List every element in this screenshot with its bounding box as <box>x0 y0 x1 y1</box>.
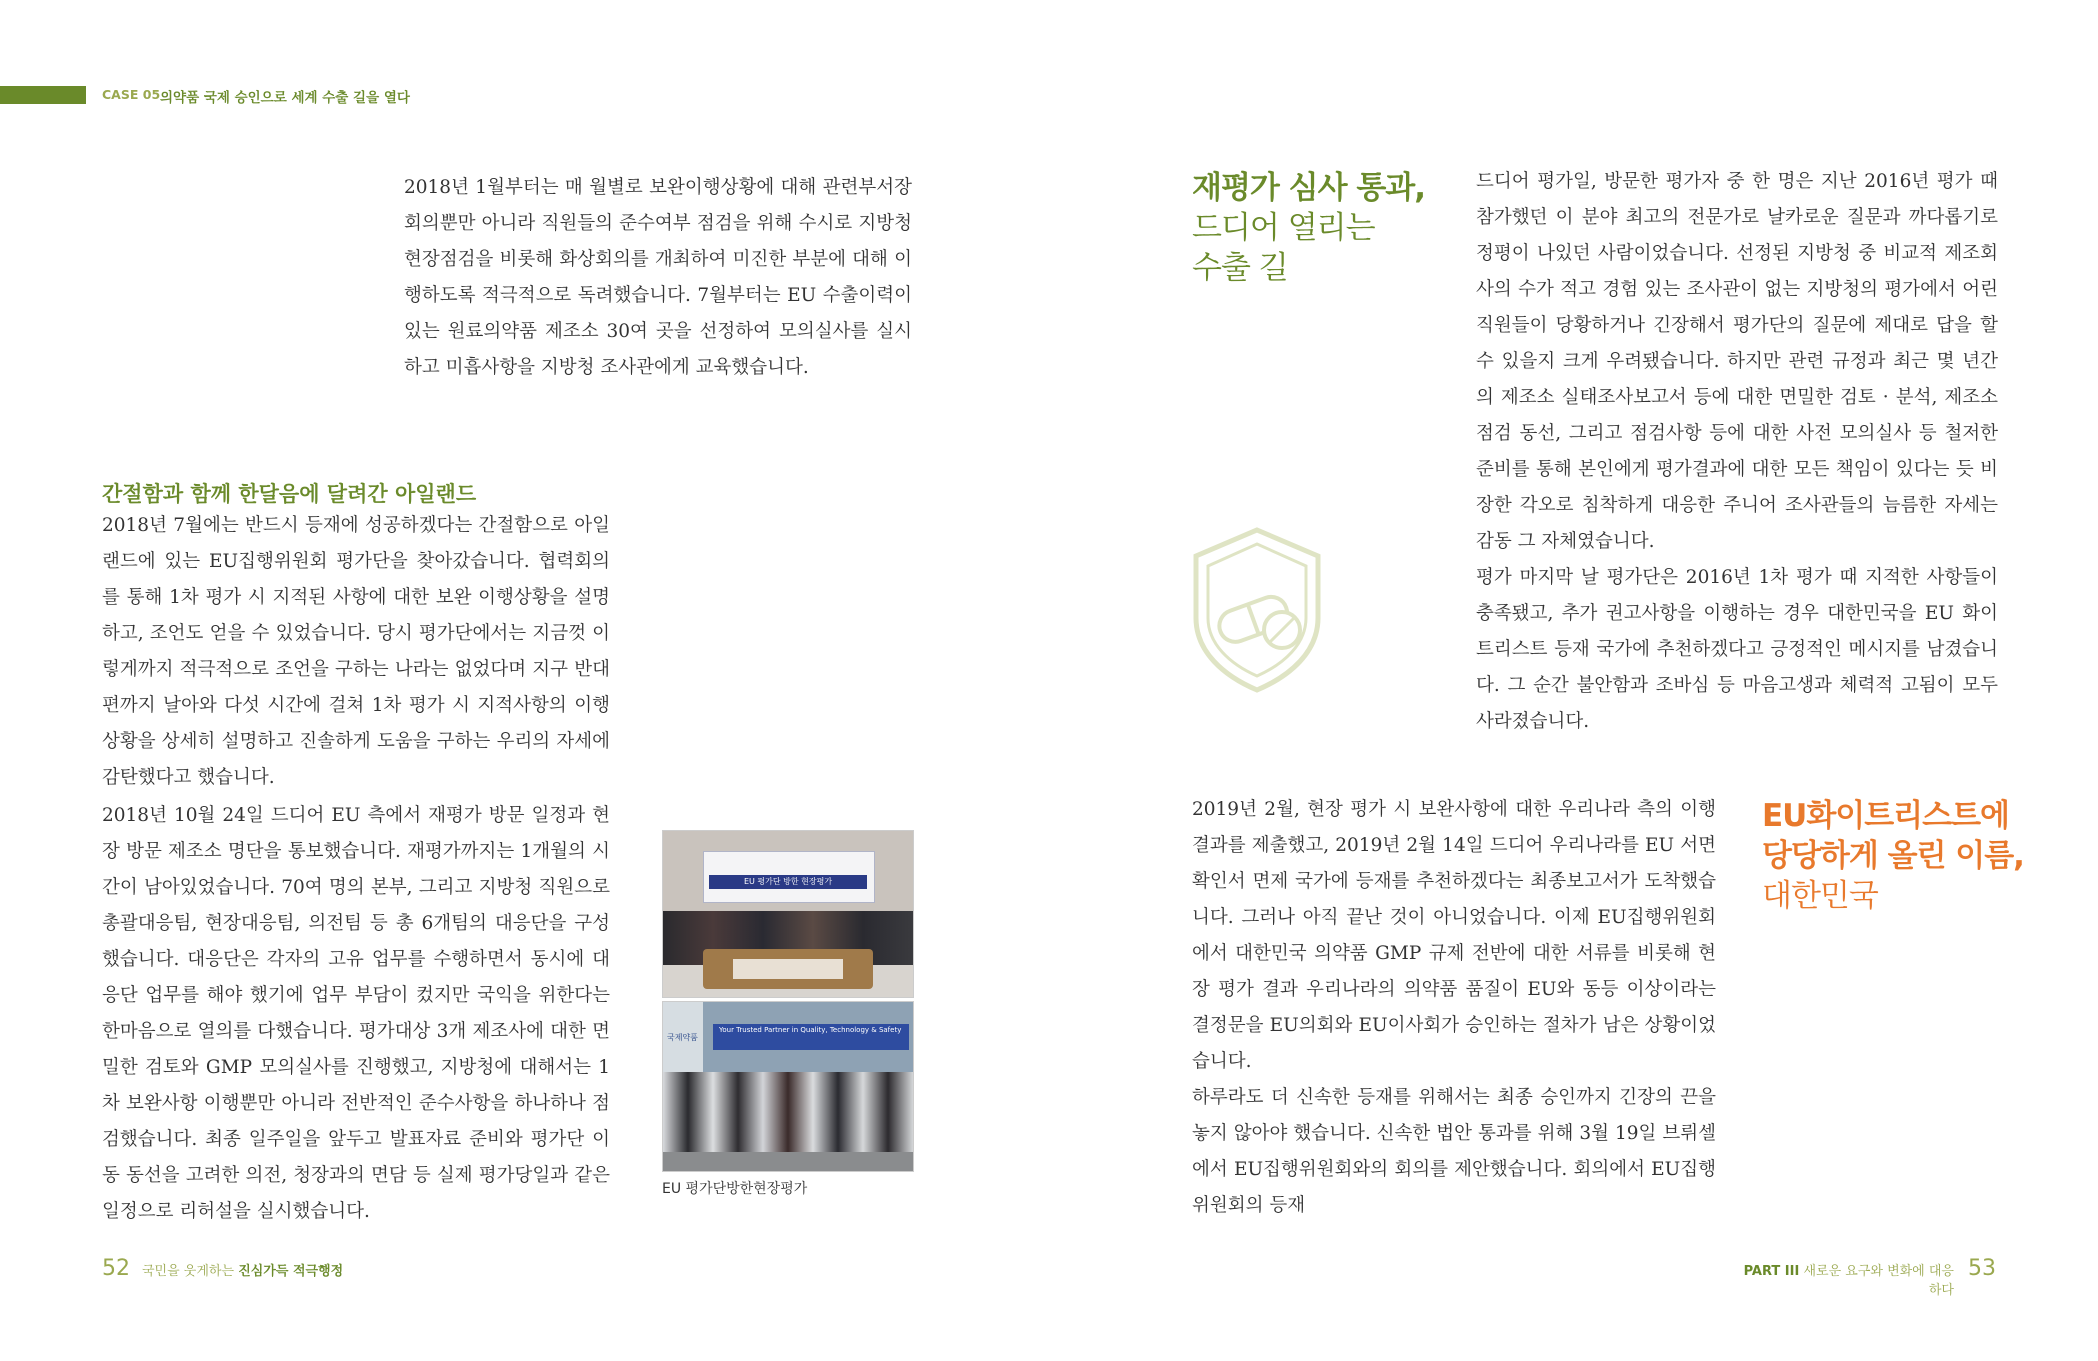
photo-banner-bottom: Your Trusted Partner in Quality, Technology & Safety <box>713 1024 909 1050</box>
footer-text: 새로운 요구와 변화에 대응하다 <box>1803 1264 1954 1298</box>
heading1-line1: 재평가 심사 통과, <box>1192 170 1425 206</box>
photo-meeting <box>662 830 914 998</box>
paragraph-evaluation-day: 드디어 평가일, 방문한 평가자 중 한 명은 지난 2016년 평가 때 참가했던 이 분야 최고의 전문가로 날카로운 질문과 까다롭기로 정평이 나있던 사람이었습니다. 선정된 지방청 중 비교적 제조회사의 수가 적고 경험 있는 조사관이 없는 지방청의 평가에서 어린 직원들이 당황하거나 긴장해서 평가단의 질문에 제대로 답을 할 수 있을지 크게 우려됐습니다. 하지만 관련 규정과 최근 몇 년간의 제조소 실태조사보고서 등에 대한 면밀한 검토 · 분석, 제조소 점검 동선, 그리고 점검사항 등에 대한 사전 모의실사 등 철저한 준비를 통해 본인에게 평가결과에 대한 모든 책임이 있다는 듯 비장한 각오로 침착하게 대응한 주니어 조사관들의 늠름한 자세는 감동 그 자체였습니다. <box>1476 171 1998 552</box>
header-case-title: 의약품 국제 승인으로 세계 수출 길을 열다 <box>160 90 410 106</box>
header-bar <box>0 86 86 104</box>
bottom-paragraph: 2018년 10월 24일 드디어 EU 측에서 재평가 방문 일정과 현장 방문 제조소 명단을 통보했습니다. 재평가까지는 1개월의 시간이 남아있었습니다. 70여 명의 본부, 그리고 지방청 직원으로 총괄대응팀, 현장대응팀, 의전팀 등 총 6개팀의 대응단을 구성했습니다. 대응단은 각자의 고유 업무를 수행하면서 동시에 대응단 업무를 해야 했기에 업무 부담이 컸지만 국익을 위한다는 한마음으로 열의를 다했습니다. 평가대상 3개 제조사에 대한 면밀한 검토와 GMP 모의실사를 진행했고, 지방청에 대해서는 1차 보완사항 이행뿐만 아니라 전반적인 준수사항을 하나하나 점검했습니다. 최종 일주일을 앞두고 발표자료 준비와 평가단 이동 동선을 고려한 의전, 청장과의 면담 등 실제 평가당일과 같은 일정으로 리허설을 실시했습니다. <box>102 805 610 1222</box>
heading-whitelist <box>1762 796 2062 916</box>
photo-factory <box>662 1001 914 1172</box>
heading1-line2: 드디어 열리는 <box>1192 210 1375 246</box>
paragraph-feb-2019: 2019년 2월, 현장 평가 시 보완사항에 대한 우리나라 측의 이행결과를 제출했고, 2019년 2월 14일 드디어 우리나라를 EU 서면확인서 면제 국가에 등재를 추천하겠다는 최종보고서가 도착했습니다. 그러나 아직 끝난 것이 아니었습니다. 이제 EU집행위원회에서 대한민국 의약품 GMP 규제 전반에 대한 서류를 비롯해 현장 평가 결과 우리나라의 의약품 품질이 EU와 동등 이상이라는 결정문을 EU의회와 EU이사회가 승인하는 절차가 남은 상황이었습니다. <box>1192 799 1716 1072</box>
paragraph-brussels: 하루라도 더 신속한 등재를 위해서는 최종 승인까지 긴장의 끈을 놓지 않아야 했습니다. 신속한 법안 통과를 위해 3월 19일 브뤼셀에서 EU집행위원회와의 회의를 제안했습니다. 회의에서 EU집행위원회의 등재 <box>1192 1087 1716 1216</box>
footer-left <box>142 1260 343 1279</box>
section-paragraph: 2018년 7월에는 반드시 등재에 성공하겠다는 간절함으로 아일랜드에 있는 EU집행위원회 평가단을 찾아갔습니다. 협력회의를 통해 1차 평가 시 지적된 사항에 대한 보완 이행상황을 설명하고, 조언도 얻을 수 있었습니다. 당시 평가단에서는 지금껏 이렇게까지 적극적으로 조언을 구하는 나라는 없었다며 지구 반대편까지 날아와 다섯 시간에 걸쳐 1차 평가 시 지적사항의 이행상황을 상세히 설명하고 진솔하게 도움을 구하는 우리의 자세에 감탄했다고 했습니다. <box>102 515 610 788</box>
header-case-label: CASE 05 <box>102 87 161 102</box>
heading2-line3: 대한민국 <box>1762 878 1878 914</box>
page-number-left: 52 <box>102 1256 130 1281</box>
heading1-line3: 수출 길 <box>1192 250 1288 286</box>
footer-bold: 진심가득 적극행정 <box>238 1264 344 1279</box>
shield-capsule-icon <box>1190 526 1324 694</box>
footer-prefix: 국민을 웃게하는 <box>142 1264 235 1279</box>
photo-banner-top: EU 평가단 방한 현장평가 <box>709 875 867 889</box>
photo-caption: EU 평가단방한현장평가 <box>662 1181 808 1197</box>
heading-reevaluation <box>1192 168 1452 288</box>
heading2-line1: EU화이트리스트에 <box>1762 798 2009 834</box>
paragraph-last-day: 평가 마지막 날 평가단은 2016년 1차 평가 때 지적한 사항들이 충족됐고, 추가 권고사항을 이행하는 경우 대한민국을 EU 화이트리스트 등재 국가에 추천하겠다고 긍정적인 메시지를 남겼습니다. 그 순간 불안함과 조바심 등 마음고생과 체력적 고됨이 모두 사라졌습니다. <box>1476 567 1998 732</box>
heading2-line2: 당당하게 올린 이름, <box>1762 838 2024 874</box>
intro-paragraph: 2018년 1월부터는 매 월별로 보완이행상황에 대해 관련부서장 회의뿐만 아니라 직원들의 준수여부 점검을 위해 수시로 지방청 현장점검을 비롯해 화상회의를 개최하여 미진한 부분에 대해 이행하도록 적극적으로 독려했습니다. 7월부터는 EU 수출이력이 있는 원료의약품 제조소 30여 곳을 선정하여 모의실사를 실시하고 미흡사항을 지방청 조사관에게 교육했습니다. <box>404 177 912 378</box>
footer-right <box>1740 1260 1954 1298</box>
photo-sign: 국제약품 <box>667 1033 698 1042</box>
page-number-right: 53 <box>1968 1256 1996 1281</box>
footer-part: PART III <box>1743 1264 1800 1279</box>
section-heading: 간절함과 함께 한달음에 달려간 아일랜드 <box>102 482 477 506</box>
